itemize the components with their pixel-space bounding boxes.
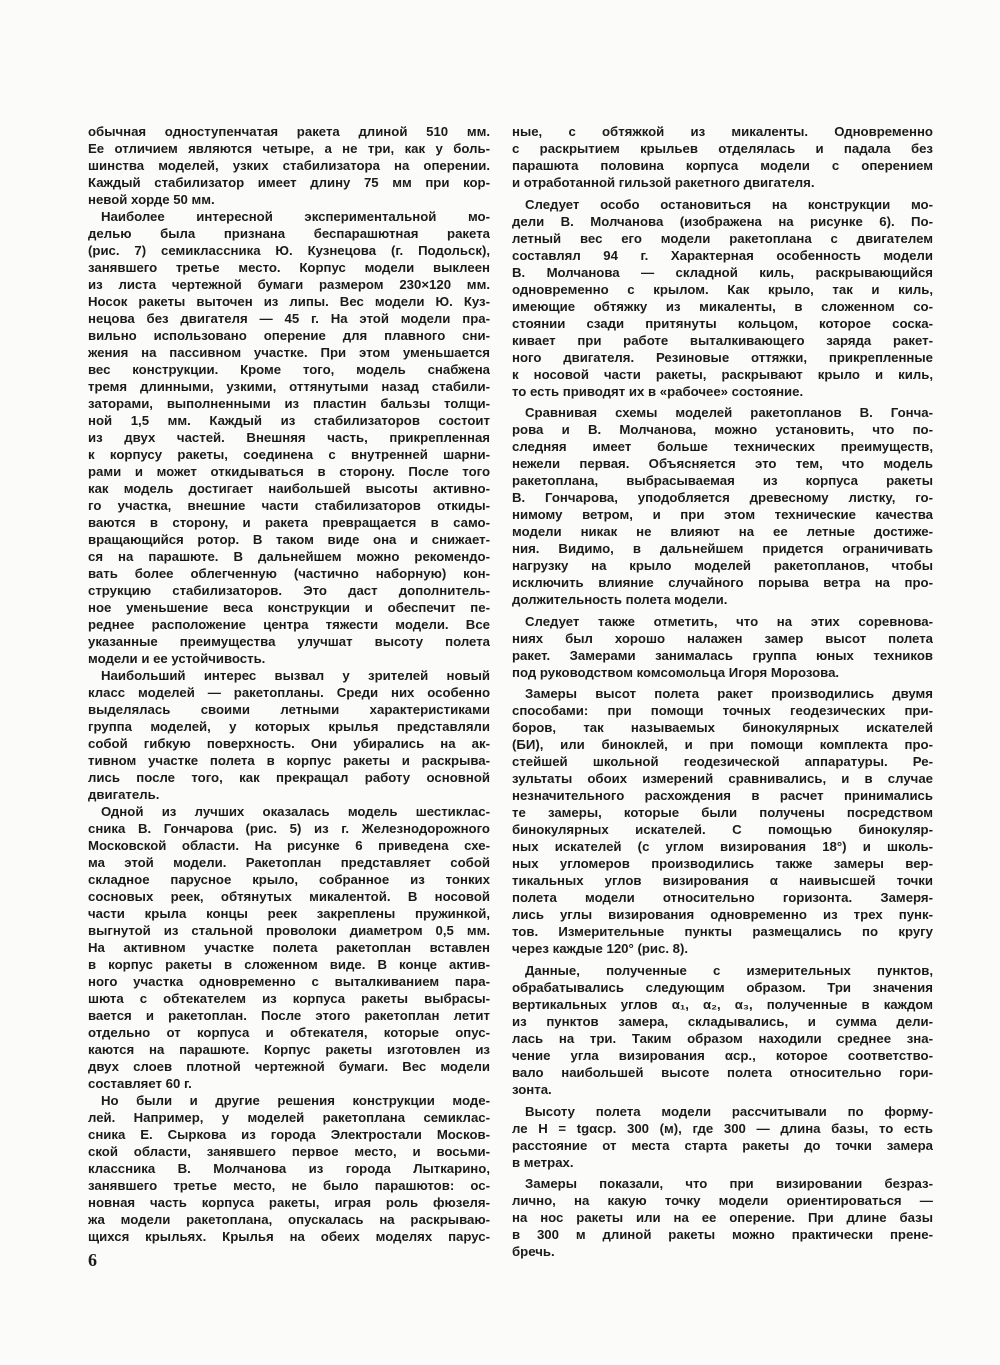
text-line: классника В. Молчанова из города Лыткарино, — [88, 1161, 490, 1176]
text-line: стоянии сзади притянуты кольцом, которое соска- — [512, 315, 933, 331]
text-line: Носок ракеты выточен из липы. Вес модели Ю. Куз- — [88, 294, 490, 309]
text-line: обрабатывались следующим образом. Три значения — [512, 979, 933, 995]
text-line: Наибольший интерес вызвал у зрителей новый — [101, 668, 490, 683]
text-line: зультаты обоих измерений сравнивались, и в случае — [512, 771, 933, 787]
text-line: стейшей школьной геодезической аппаратуры. Ре- — [512, 754, 933, 770]
text-line: тов. Измерительные пункты размещались по кругу — [512, 924, 933, 940]
text-line: бинокулярных искателей. С помощью бинокуляр- — [512, 822, 933, 838]
text-line: в корпус ракеты в сложенном виде. В конце актив- — [88, 957, 490, 972]
text-line: вало наибольшей высоте полета относительно гори- — [512, 1064, 933, 1080]
text-line: дели В. Молчанова (изображена на рисунке 6). По- — [512, 213, 933, 229]
text-line: сосновых реек, обтянутых микалентой. В носовой — [88, 889, 490, 904]
text-line: лась на три. Таким образом находили среднее зна- — [512, 1030, 933, 1046]
text-line: вертикальных углов α₁, α₂, α₃, полученные в каждом — [512, 996, 933, 1012]
text-line: класс моделей — ракетопланы. Среди них особенно — [88, 685, 490, 700]
text-line: струкцию стабилизаторов. Это даст дополнитель- — [88, 583, 490, 598]
text-line: то есть приводят их в «рабочее» состояние. — [512, 383, 804, 399]
text-line: Московской области. На рисунке 6 приведена схе- — [88, 838, 490, 853]
text-line: ного участка одновременно с выталкиванием пара- — [88, 974, 490, 989]
text-line: Следует также отметить, что на этих соревнова- — [525, 613, 933, 629]
text-line: складное парусное крыло, собранное из тонких — [88, 872, 490, 887]
text-line: лично, на какую точку модели ориентироваться — — [512, 1193, 933, 1209]
text-line: вращающийся ротор. В таком виде она и снижает- — [88, 532, 490, 547]
text-line: ской области, занявшего первое место, и восьми- — [88, 1144, 490, 1159]
text-line: ной 1,5 мм. Каждый из стабилизаторов состоит — [88, 413, 490, 428]
text-line: с раскрытием крыльев отделялась и падала без — [512, 141, 933, 156]
text-line: нагрузку на крыло моделей ракетопланов, чтобы — [512, 558, 933, 574]
text-line: жа модели ракетоплана, опускалась на раскрываю- — [88, 1212, 490, 1227]
text-line: из пунктов замера, складывались, и сумма дели- — [512, 1013, 933, 1029]
text-line: ных угломеров производились также замеры вер- — [512, 856, 933, 872]
paragraph — [88, 123, 490, 208]
text-line: группа моделей, у которых крылья представляли — [88, 719, 490, 734]
text-line: кивает при работе выталкивающего заряда ракет- — [512, 332, 933, 348]
paragraph — [512, 1103, 933, 1171]
text-line: выгнутой из стальной проволоки диаметром 0,5 мм. — [88, 923, 490, 938]
text-line: каются на парашюте. Корпус ракеты изготовлен из — [88, 1042, 490, 1057]
text-line: отдельно от корпуса и обтекателя, которые опус- — [88, 1025, 490, 1040]
text-line: Каждый стабилизатор имеет длину 75 мм при кор- — [88, 175, 490, 190]
text-line: рова и В. Молчанова, можно установить, что по- — [512, 422, 933, 438]
text-line: ные, с обтяжкой из микаленты. Одновременно — [512, 124, 933, 139]
text-line: Сравнивая схемы моделей ракетопланов В. Гонча- — [525, 405, 933, 421]
text-line: боров, так называемых бинокулярных искателей — [512, 720, 933, 736]
text-line: жения на пассивном участке. При этом уменьшается — [88, 345, 490, 360]
text-line: из двух частей. Внешняя часть, прикрепленная — [88, 430, 490, 445]
paragraph — [512, 613, 933, 681]
paragraph — [512, 685, 933, 957]
text-line: и отработанной гильзой ракетного двигателя. — [512, 175, 815, 190]
text-column-right — [512, 123, 933, 1260]
text-line: Одной из лучших оказалась модель шестиклас- — [101, 804, 490, 819]
text-line: тремя длинными, узкими, оттянутыми назад стабили- — [88, 379, 490, 394]
text-line: ракет. Замерами занималась группа юных техников — [512, 647, 933, 663]
text-line: Но были и другие решения конструкции моде- — [101, 1093, 490, 1108]
text-line: парашюта половина корпуса модели с оперением — [512, 158, 933, 173]
text-line: к носовой части ракеты, раскрывают крыло и киль, — [512, 366, 933, 382]
text-line: имеющие обтяжку из микаленты, в сложенном со- — [512, 298, 933, 314]
text-line: ваются в сторону, и ракета превращается в само- — [88, 515, 490, 530]
text-line: указанные преимущества улучшат высоту полета — [88, 634, 490, 649]
text-line: собой гибкую поверхность. Они убирались на ак- — [88, 736, 490, 751]
paragraph — [88, 667, 490, 803]
text-line: на нос ракеты или на ее оперение. При длине базы — [512, 1210, 933, 1226]
text-line: исключить влияние случайного порыва ветра на про- — [512, 575, 933, 591]
text-line: незначительного расхождения в расчет принимались — [512, 788, 933, 804]
text-line: В. Гончарова, уподобляется древесному листку, го- — [512, 490, 933, 506]
text-line: ле H = tgαср. 300 (м), где 300 — длина базы, то есть — [512, 1120, 933, 1136]
text-line: ся на парашюте. В дальнейшем можно рекомендо- — [88, 549, 490, 564]
text-line: сника В. Гончарова (рис. 5) из г. Железнодорожного — [88, 821, 490, 836]
text-line: Ее отличием являются четыре, а не три, как у боль- — [88, 141, 490, 156]
text-line: те замеры, которые были получены посредством — [512, 805, 933, 821]
text-line: нецова без двигателя — 45 г. На этой модели пра- — [88, 311, 490, 326]
text-line: Наиболее интересной экспериментальной мо- — [101, 209, 490, 224]
text-line: сника Е. Сыркова из города Электростали Москов- — [88, 1127, 490, 1142]
text-line: составляет 60 г. — [88, 1076, 192, 1091]
page-number: 6 — [88, 1250, 97, 1270]
text-line: части крыла концы реек закреплены пружинкой, — [88, 906, 490, 921]
text-line: занявшего третье место. Корпус модели выклеен — [88, 260, 490, 275]
text-line: модели никак не влияют на ее летные достиже- — [512, 524, 933, 540]
text-line: двух слоев плотной чертежной бумаги. Вес модели — [88, 1059, 490, 1074]
text-line: Следует особо остановиться на конструкции мо- — [525, 196, 933, 212]
text-line: должительность полета модели. — [512, 592, 728, 608]
paragraph — [512, 1175, 933, 1260]
paragraph — [512, 123, 933, 191]
paragraph — [512, 404, 933, 608]
text-line: следняя имеет больше технических преимуществ, — [512, 439, 933, 455]
text-line: ма этой модели. Ракетоплан представляет собой — [88, 855, 490, 870]
paragraph — [88, 1092, 490, 1245]
text-line: вильно использовано оперение для плавного сни- — [88, 328, 490, 343]
text-line: го участка, внешние части стабилизаторов откиды- — [88, 498, 490, 513]
paragraph — [512, 196, 933, 400]
text-line: щихся крыльях. Крылья на обеих моделях парус- — [88, 1229, 490, 1244]
text-line: выделялась своими летными характеристиками — [88, 702, 490, 717]
text-line: под руководством комсомольца Игоря Морозова. — [512, 664, 840, 680]
text-line: На активном участке полета ракетоплан вставлен — [88, 940, 490, 955]
text-line: новная часть корпуса ракеты, играя роль фюзеля- — [88, 1195, 490, 1210]
text-line: Данные, полученные с измерительных пунктов, — [525, 962, 933, 978]
text-line: летный вес его модели ракетоплана с двигателем — [512, 230, 933, 246]
text-line: как модель достигает наибольшей высоты активно- — [88, 481, 490, 496]
text-line: расстояние от места старта ракеты до точки замера — [512, 1137, 933, 1153]
text-line: тивном участке полета в корпус ракеты и раскрыва- — [88, 753, 490, 768]
text-line: нежели первая. Объясняется это тем, что модель — [512, 456, 933, 472]
text-line: ния. Видимо, в дальнейшем придется ограничивать — [512, 541, 933, 557]
text-line: к корпусу ракеты, соединена с внутренней шарни- — [88, 447, 490, 462]
text-line: (БИ), или биноклей, и при помощи комплекта про- — [512, 737, 933, 753]
text-line: составлял 94 г. Характерная особенность модели — [512, 247, 933, 263]
text-line: в метрах. — [512, 1154, 574, 1170]
text-line: лей. Например, у моделей ракетоплана семиклас- — [88, 1110, 490, 1125]
text-line: в 300 м длиной ракеты можно практически прене- — [512, 1227, 933, 1243]
text-line: вать более облегченную (частично наборную) кон- — [88, 566, 490, 581]
paragraph — [88, 208, 490, 667]
text-line: (рис. 7) семиклассника Ю. Кузнецова (г. Подольск), — [88, 243, 490, 258]
text-line: невой хорде 50 мм. — [88, 192, 215, 207]
text-line: лись углы визирования одновременно из трех пунк- — [512, 907, 933, 923]
text-line: шюта с обтекателем из корпуса ракеты выбрасы- — [88, 991, 490, 1006]
text-line: двигатель. — [88, 787, 160, 802]
text-line: тикальных углов визирования α наивысшей точки — [512, 873, 933, 889]
text-line: Замеры показали, что при визировании безраз- — [525, 1176, 933, 1192]
paragraph — [512, 962, 933, 1098]
text-line: из листа чертежной бумаги размером 230×120 мм. — [88, 277, 490, 292]
text-line: Замеры высот полета ракет производились двумя — [525, 686, 933, 702]
text-line: В. Молчанова — складной киль, раскрывающийся — [512, 264, 933, 280]
text-line: через каждые 120° (рис. 8). — [512, 941, 689, 957]
text-line: занявшего третье место, не было парашютов: ос- — [88, 1178, 490, 1193]
text-line: способами: при помощи точных геодезических при- — [512, 703, 933, 719]
text-line: ного двигателя. Резиновые оттяжки, прикрепленные — [512, 349, 933, 365]
text-line: обычная одноступенчатая ракета длиной 510 мм. — [88, 124, 490, 139]
text-line: делью была признана беспарашютная ракета — [88, 226, 490, 241]
text-line: одновременно с крылом. Как крыло, так и киль, — [512, 281, 933, 297]
text-line: вес конструкции. Кроме того, модель снабжена — [88, 362, 490, 377]
text-line: заторами, выполненными из пластин бальзы толщи- — [88, 396, 490, 411]
text-line: рами и может откидываться в сторону. После того — [88, 464, 490, 479]
text-line: шинства моделей, узких стабилизатора на оперении. — [88, 158, 490, 173]
text-column-left — [88, 123, 490, 1245]
paragraph — [88, 803, 490, 1092]
text-line: лись после того, как прекращал работу основной — [88, 770, 490, 785]
text-line: ных искателей (с углом визирования 18°) и школь- — [512, 839, 933, 855]
text-line: полета модели относительно горизонта. Замеря- — [512, 890, 933, 906]
text-line: нимому ветром, и при этом технические качества — [512, 507, 933, 523]
text-line: ракетоплана, выбрасываемая из корпуса ракеты — [512, 473, 933, 489]
text-line: реднее расположение центра тяжести модели. Все — [88, 617, 490, 632]
text-line: Высоту полета модели рассчитывали по форму- — [525, 1103, 933, 1119]
text-line: бречь. — [512, 1244, 555, 1260]
text-line: ное уменьшение веса конструкции и обеспечит пе- — [88, 600, 490, 615]
text-line: чение угла визирования αср., которое соответство- — [512, 1047, 933, 1063]
text-line: модели и ее устойчивость. — [88, 651, 266, 666]
text-line: ниях был хорошо налажен замер высот полета — [512, 630, 933, 646]
text-line: зонта. — [512, 1081, 552, 1097]
text-line: вается и ракетоплан. После этого ракетоплан летит — [88, 1008, 490, 1023]
